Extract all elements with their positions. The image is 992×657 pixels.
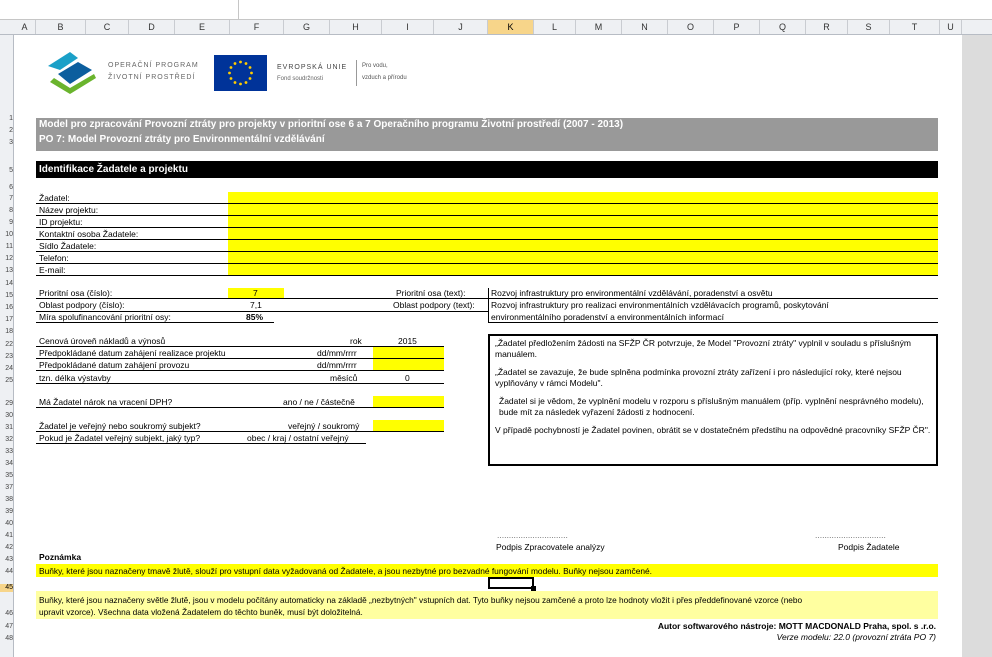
note-light-text-2: upravit vzorce). Všechna data vložená Žadatelem do těchto buněk, musí být doložitelná.	[39, 607, 363, 617]
row-header-10[interactable]: 10	[5, 231, 13, 238]
column-header-D[interactable]: D	[129, 20, 175, 34]
column-header-B[interactable]: B	[36, 20, 86, 34]
declaration-box	[488, 334, 938, 466]
vat-unit: ano / ne / částečně	[283, 397, 355, 407]
row-header-44[interactable]: 44	[5, 568, 13, 575]
declaration-p1: „Žadatel předložením žádosti na SFŽP ČR potvrzuje, že Model "Provozní ztráty" vyplnil v souladu s příslušným manuálem.	[495, 338, 911, 359]
opzp-line1: OPERAČNÍ PROGRAM	[108, 62, 199, 69]
row-header-23[interactable]: 23	[5, 353, 13, 360]
column-header-Q[interactable]: Q	[760, 20, 806, 34]
start-date-label: Předpokládané datum zahájení realizace projektu	[39, 348, 226, 358]
column-header-K[interactable]: K	[488, 20, 534, 34]
duration-value: 0	[405, 373, 410, 383]
note-title: Poznámka	[39, 552, 82, 562]
public-type-label: Pokud je Žadatel veřejný subjekt, jaký typ?	[39, 433, 201, 443]
column-header-P[interactable]: P	[714, 20, 760, 34]
applicant-field-label: E-mail:	[39, 265, 66, 275]
price-level-label: Cenová úroveň nákladů a výnosů	[39, 336, 166, 346]
opzp-line2: ŽIVOTNÍ PROSTŘEDÍ	[108, 74, 196, 81]
support-area-text-value-1: Rozvoj infrastruktury pro realizaci environmentálních vzdělávacích programů, poskytování	[491, 300, 829, 310]
divider	[36, 370, 444, 371]
model-version: Verze modelu: 22.0 (provozní ztráta PO 7)	[776, 632, 936, 642]
column-header-E[interactable]: E	[175, 20, 230, 34]
note-dark-text: Buňky, které jsou naznačeny tmavě žlutě, slouží pro vstupní data vyžadovaná od Žadatele, a jsou nezbytné pro bezvadné fungování modelu. Buňky nejsou zamčené.	[39, 566, 652, 576]
support-area-text-label: Oblast podpory (text):	[393, 300, 475, 310]
row-header-39[interactable]: 39	[5, 508, 13, 515]
divider	[36, 431, 444, 432]
eu-stars-icon	[214, 55, 267, 91]
fill-handle[interactable]	[531, 586, 536, 591]
row-header-3[interactable]: 3	[9, 139, 13, 146]
row-header-37[interactable]: 37	[5, 484, 13, 491]
declaration-p4: V případě pochybností je Žadatel povinen, obrátit se v dostatečném předstihu na odpovědné pracovníky SFŽP ČR".	[495, 425, 931, 435]
support-area-text-value-2: environmentálního poradenství a environmentálních informací	[491, 312, 724, 322]
page-subtitle: PO 7: Model Provozní ztráty pro Environmentální vzdělávání	[39, 134, 325, 145]
applicant-input-0[interactable]	[228, 192, 938, 203]
column-header-G[interactable]: G	[284, 20, 330, 34]
column-header-L[interactable]: L	[534, 20, 576, 34]
column-header-U[interactable]: U	[940, 20, 962, 34]
ops-date-input[interactable]	[373, 359, 444, 370]
priority-axis-number-label: Prioritní osa (číslo):	[39, 288, 113, 298]
row-header-47[interactable]: 47	[5, 623, 13, 630]
row-header-41[interactable]: 41	[5, 532, 13, 539]
applicant-field-label: ID projektu:	[39, 217, 83, 227]
row-header-15[interactable]: 15	[5, 292, 13, 299]
column-header-F[interactable]: F	[230, 20, 284, 34]
declaration-p3: Žadatel si je vědom, že vyplnění modelu v rozporu s příslušným manuálem (příp. vyplnění nesprávného modelu), bude mít za následek vyřazení žádosti z hodnocení.	[499, 396, 924, 417]
row-header-16[interactable]: 16	[5, 304, 13, 311]
vat-input[interactable]	[373, 396, 444, 407]
divider	[36, 443, 366, 444]
divider	[36, 275, 938, 276]
opzp-logo	[44, 48, 100, 96]
divider	[488, 288, 489, 323]
price-level-value: 2015	[398, 336, 417, 346]
duration-unit: měsíců	[330, 373, 358, 383]
row-header-38[interactable]: 38	[5, 496, 13, 503]
non-print-area	[962, 35, 992, 657]
row-header-48[interactable]: 48	[5, 635, 13, 642]
price-level-unit: rok	[350, 336, 362, 346]
divider	[36, 407, 444, 408]
column-header-O[interactable]: O	[668, 20, 714, 34]
start-date-unit: dd/mm/rrrr	[317, 348, 357, 358]
row-header-17[interactable]: 17	[5, 316, 13, 323]
row-header-9[interactable]: 9	[9, 219, 13, 226]
applicant-input-3[interactable]	[228, 228, 938, 239]
column-header-M[interactable]: M	[576, 20, 622, 34]
eu-line1: EVROPSKÁ UNIE	[277, 64, 348, 71]
row-header-2[interactable]: 2	[9, 127, 13, 134]
public-type-unit: obec / kraj / ostatní veřejný	[247, 433, 349, 443]
motto-line1: Pro vodu,	[362, 63, 388, 69]
formula-bar[interactable]	[0, 0, 992, 20]
signature-dots-applicant: ..............................	[815, 530, 886, 540]
column-header-S[interactable]: S	[848, 20, 890, 34]
column-header-H[interactable]: H	[330, 20, 382, 34]
applicant-field-label: Žadatel:	[39, 193, 70, 203]
row-header-42[interactable]: 42	[5, 544, 13, 551]
duration-label: tzn. délka výstavby	[39, 373, 111, 383]
divider	[488, 322, 938, 323]
column-header-J[interactable]: J	[434, 20, 488, 34]
priority-axis-number-value: 7	[253, 288, 258, 298]
applicant-input-4[interactable]	[228, 240, 938, 251]
applicant-input-1[interactable]	[228, 204, 938, 215]
title-bar	[36, 118, 938, 151]
row-header-34[interactable]: 34	[5, 460, 13, 467]
cofinancing-label: Míra spolufinancování prioritní osy:	[39, 312, 171, 322]
active-cell[interactable]	[488, 577, 534, 589]
row-header-1[interactable]: 1	[9, 115, 13, 122]
row-header-11[interactable]: 11	[5, 243, 13, 250]
eu-flag	[214, 55, 267, 91]
vat-label: Má Žadatel nárok na vracení DPH?	[39, 397, 173, 407]
applicant-input-5[interactable]	[228, 252, 938, 263]
priority-axis-text-label: Prioritní osa (text):	[396, 288, 466, 298]
support-area-number-value: 7,1	[250, 300, 262, 310]
subject-type-label: Žadatel je veřejný nebo soukromý subjekt?	[39, 421, 201, 431]
signature-analyst: Podpis Zpracovatele analýzy	[496, 542, 605, 552]
column-header-T[interactable]: T	[890, 20, 940, 34]
column-header-A[interactable]: A	[14, 20, 36, 34]
row-header-25[interactable]: 25	[5, 377, 13, 384]
row-header-31[interactable]: 31	[5, 424, 13, 431]
column-header-R[interactable]: R	[806, 20, 848, 34]
note-light-text-1: Buňky, které jsou naznačeny světle žlutě, jsou v modelu počítány automaticky na základě „nezbytných" vstupních dat. Tyto buňky nejsou zamčené a proto lze hodnoty vložit i přes předdefinované vzorce (nebo	[39, 595, 803, 605]
applicant-field-label: Kontaktní osoba Žadatele:	[39, 229, 139, 239]
column-header-I[interactable]: I	[382, 20, 434, 34]
subject-type-input[interactable]	[373, 420, 444, 431]
row-header-14[interactable]: 14	[5, 280, 13, 287]
applicant-field-label: Telefon:	[39, 253, 69, 263]
applicant-input-6[interactable]	[228, 264, 938, 275]
logo-divider	[356, 60, 357, 86]
row-header-32[interactable]: 32	[5, 436, 13, 443]
ops-date-unit: dd/mm/rrrr	[317, 360, 357, 370]
row-header-40[interactable]: 40	[5, 520, 13, 527]
author-credit: Autor softwarového nástroje: MOTT MACDONALD Praha, spol. s .r.o.	[657, 621, 936, 631]
row-header-8[interactable]: 8	[9, 207, 13, 214]
column-header-C[interactable]: C	[86, 20, 129, 34]
ops-date-label: Předpokládané datum zahájení provozu	[39, 360, 190, 370]
applicant-field-label: Název projektu:	[39, 205, 99, 215]
row-header-22[interactable]: 22	[5, 341, 13, 348]
priority-axis-text-value: Rozvoj infrastruktury pro environmentální vzdělávání, poradenství a osvětu	[491, 288, 773, 298]
start-date-input[interactable]	[373, 347, 444, 358]
opzp-logo-icon	[44, 48, 100, 94]
divider	[36, 322, 274, 323]
row-header-12[interactable]: 12	[5, 255, 13, 262]
row-header-43[interactable]: 43	[5, 556, 13, 563]
row-header-13[interactable]: 13	[5, 267, 13, 274]
motto-line2: vzduch a přírodu	[362, 75, 407, 81]
name-box[interactable]	[0, 0, 239, 19]
signature-applicant: Podpis Žadatele	[838, 542, 900, 552]
applicant-field-label: Sídlo Žadatele:	[39, 241, 97, 251]
row-header-45[interactable]: 45	[0, 584, 13, 592]
row-headers	[0, 35, 14, 657]
signature-dots-analyst: ..............................	[497, 530, 568, 540]
applicant-input-2[interactable]	[228, 216, 938, 227]
column-headers	[0, 20, 992, 35]
support-area-number-label: Oblast podpory (číslo):	[39, 300, 125, 310]
row-header-24[interactable]: 24	[5, 365, 13, 372]
row-header-30[interactable]: 30	[5, 412, 13, 419]
eu-line2: Fond soudržnosti	[277, 76, 324, 82]
row-header-33[interactable]: 33	[5, 448, 13, 455]
row-header-7[interactable]: 7	[9, 195, 13, 202]
row-header-29[interactable]: 29	[5, 400, 13, 407]
row-header-46[interactable]: 46	[5, 610, 13, 617]
row-header-5[interactable]: 5	[9, 167, 13, 174]
divider	[36, 298, 938, 299]
column-header-N[interactable]: N	[622, 20, 668, 34]
cofinancing-value: 85%	[246, 312, 264, 322]
divider	[36, 383, 444, 384]
row-header-18[interactable]: 18	[5, 328, 13, 335]
row-header-35[interactable]: 35	[5, 472, 13, 479]
page-title: Model pro zpracování Provozní ztráty pro projekty v prioritní ose 6 a 7 Operačního programu Životní prostředí (2007 - 2013)	[39, 119, 624, 130]
subject-type-unit: veřejný / soukromý	[288, 421, 360, 431]
section-title: Identifikace Žadatele a projektu	[36, 161, 938, 178]
row-header-6[interactable]: 6	[9, 184, 13, 191]
declaration-p2: „Žadatel se zavazuje, že bude splněna podmínka provozní ztráty zařízení i pro následující roky, které nejsou vyplňovány v rámci Modelu".	[495, 367, 902, 388]
